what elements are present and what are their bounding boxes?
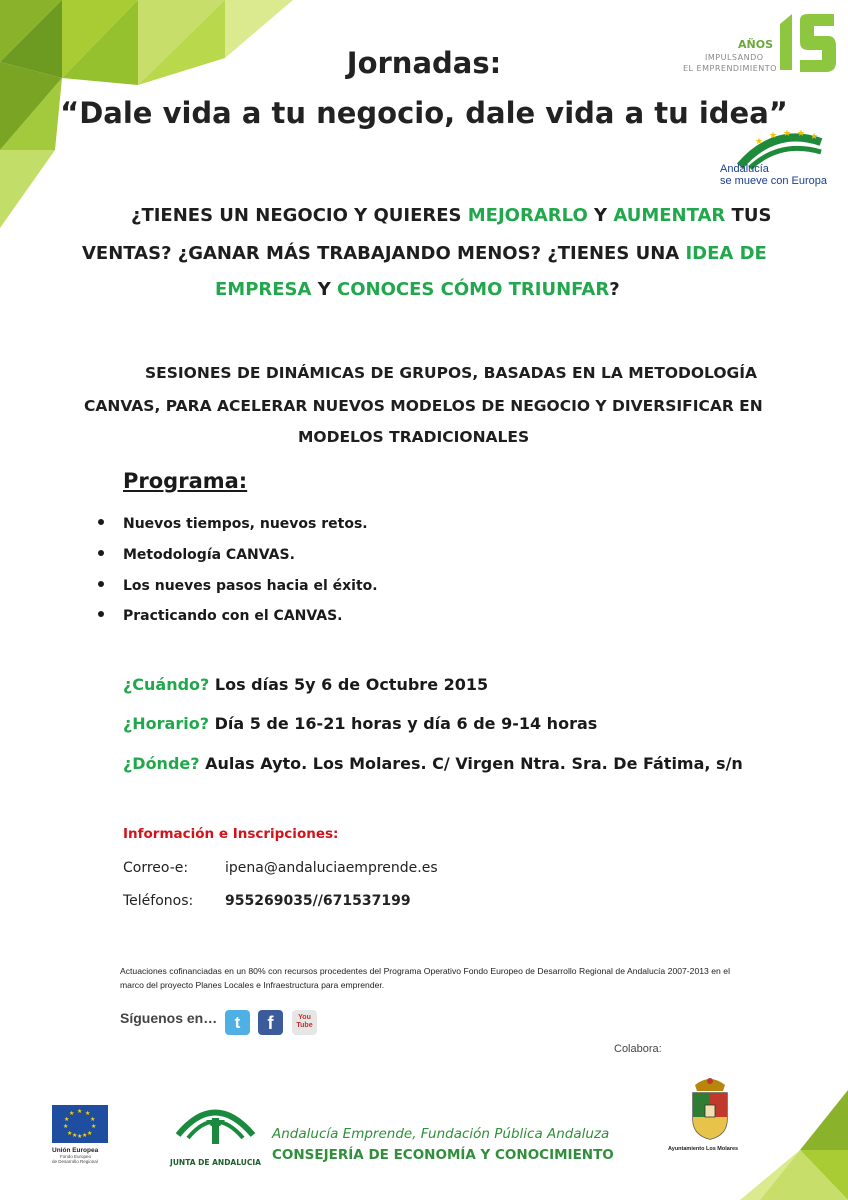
headline-line-3	[215, 279, 620, 300]
date-label: ¿Cuándo?	[123, 675, 210, 694]
svg-text:★: ★	[91, 1123, 97, 1130]
twitter-icon[interactable]	[225, 1010, 250, 1035]
junta-andalucia-logo	[168, 1100, 263, 1170]
email-label: Correo-e:	[123, 860, 189, 876]
eu-title: Unión Europea	[52, 1147, 99, 1154]
youtube-icon[interactable]	[292, 1010, 317, 1035]
svg-text:★: ★	[77, 1133, 83, 1140]
ayuntamiento-logo	[668, 1075, 758, 1152]
svg-text:★: ★	[64, 1116, 70, 1123]
sessions-line-2: CANVAS, PARA ACELERAR NUEVOS MODELOS DE NEGOCIO Y DIVERSIFICAR EN	[84, 397, 763, 415]
svg-text:★: ★	[87, 1130, 93, 1137]
youtube-glyph: You Tube	[296, 1014, 313, 1029]
collaborator-label: Colabora:	[614, 1043, 662, 1055]
program-item	[98, 578, 378, 594]
headline-highlight: CONOCES CÓMO TRIUNFAR	[337, 279, 610, 300]
anniversary-tagline-2: EL EMPRENDIMIENTO	[683, 64, 777, 73]
twitter-glyph: t	[234, 1013, 241, 1032]
program-item	[98, 547, 295, 563]
funding-disclaimer: Actuaciones cofinanciadas en un 80% con recursos procedentes del Programa Operativo Fondo Europeo de Desarrollo Regional de Andalucía 2007-2013 en el marco del proyecto Planes Locales e Infraestructura para emprender.	[120, 966, 730, 990]
program-item	[98, 516, 368, 532]
sessions-line-3: MODELOS TRADICIONALES	[298, 428, 530, 446]
anniversary-word: AÑOS	[738, 38, 773, 51]
bullet-icon	[98, 550, 104, 556]
headline-text: TUS	[725, 205, 772, 226]
eu-subtitle-2: de Desarrollo Regional	[52, 1159, 98, 1164]
headline-highlight: AUMENTAR	[613, 205, 726, 226]
headline-highlight: EMPRESA	[215, 279, 312, 300]
coat-of-arms-icon	[685, 1075, 735, 1140]
eu-logo	[52, 1105, 112, 1164]
svg-text:★: ★	[783, 130, 792, 139]
sessions-line-1: SESIONES DE DINÁMICAS DE GRUPOS, BASADAS EN LA METODOLOGÍA	[145, 364, 758, 382]
andalucia-europa-logo	[710, 130, 830, 190]
hours-value: Día 5 de 16-21 horas y día 6 de 9-14 horas	[209, 714, 598, 733]
program-item-text: Metodología CANVAS.	[123, 547, 295, 563]
junta-label: JUNTA DE ANDALUCIA	[170, 1158, 261, 1167]
organization-name: Andalucía Emprende, Fundación Pública Andaluza	[272, 1126, 610, 1142]
facebook-icon[interactable]	[258, 1010, 283, 1035]
program-item-text: Nuevos tiempos, nuevos retos.	[123, 516, 368, 532]
andalucia-logo-text-2: se mueve con Europa	[720, 175, 828, 187]
svg-text:★: ★	[82, 1132, 88, 1139]
headline-line-1	[131, 205, 771, 226]
svg-text:★: ★	[85, 1110, 91, 1117]
program-heading: Programa:	[123, 469, 248, 493]
event-date	[123, 675, 488, 694]
bullet-icon	[98, 581, 104, 587]
anniversary-tagline-1: IMPULSANDO	[705, 53, 764, 62]
headline-text: ?	[609, 279, 620, 300]
svg-text:★: ★	[755, 137, 764, 147]
svg-text:★: ★	[810, 132, 819, 142]
phone-value: 955269035//671537199	[225, 893, 411, 909]
eu-flag-icon	[52, 1105, 108, 1143]
location-value: Aulas Ayto. Los Molares. C/ Virgen Ntra. Sra. De Fátima, s/n	[199, 754, 743, 773]
phone-label: Teléfonos:	[123, 893, 194, 909]
bullet-icon	[98, 611, 104, 617]
headline-text: VENTAS? ¿GANAR MÁS TRABAJANDO MENOS? ¿TIENES UNA	[82, 243, 686, 264]
facebook-glyph: f	[267, 1013, 274, 1033]
email-link[interactable]: ipena@andaluciaemprende.es	[225, 860, 438, 876]
program-item-text: Los nueves pasos hacia el éxito.	[123, 578, 378, 594]
svg-text:★: ★	[72, 1132, 78, 1139]
event-hours	[123, 714, 597, 733]
headline-text: Y	[587, 205, 614, 226]
info-heading: Información e Inscripciones:	[123, 826, 339, 842]
andalucia-logo-text-1: Andalucía	[720, 163, 769, 175]
svg-text:★: ★	[90, 1116, 96, 1123]
svg-text:★: ★	[769, 131, 778, 141]
event-location	[123, 754, 743, 773]
eu-subtitle-1: Fondo Europeo	[60, 1154, 92, 1159]
program-item-text: Practicando con el CANVAS.	[123, 608, 343, 624]
svg-text:★: ★	[63, 1123, 69, 1130]
page-title-slogan: “Dale vida a tu negocio, dale vida a tu idea”	[60, 96, 788, 130]
headline-text: Y	[311, 279, 338, 300]
headline-text: ¿TIENES UN NEGOCIO Y QUIERES	[131, 205, 468, 226]
headline-line-2	[82, 243, 767, 264]
svg-text:★: ★	[77, 1108, 83, 1115]
page-title-jornadas: Jornadas:	[346, 46, 502, 80]
junta-emblem-icon	[168, 1100, 263, 1150]
ayuntamiento-label: Ayuntamiento Los Molares	[668, 1146, 739, 1152]
svg-text:★: ★	[797, 130, 806, 139]
date-value: Los días 5y 6 de Octubre 2015	[209, 675, 489, 694]
headline-highlight: IDEA DE	[685, 243, 767, 264]
follow-us-label: Síguenos en…	[120, 1010, 218, 1026]
headline-highlight: MEJORARLO	[467, 205, 588, 226]
consejeria-name: CONSEJERÍA DE ECONOMÍA Y CONOCIMIENTO	[272, 1147, 614, 1163]
program-item	[98, 608, 343, 624]
location-label: ¿Dónde?	[123, 754, 200, 773]
bullet-icon	[98, 519, 104, 525]
svg-text:★: ★	[69, 1110, 75, 1117]
svg-text:★: ★	[67, 1130, 73, 1137]
hours-label: ¿Horario?	[123, 714, 209, 733]
